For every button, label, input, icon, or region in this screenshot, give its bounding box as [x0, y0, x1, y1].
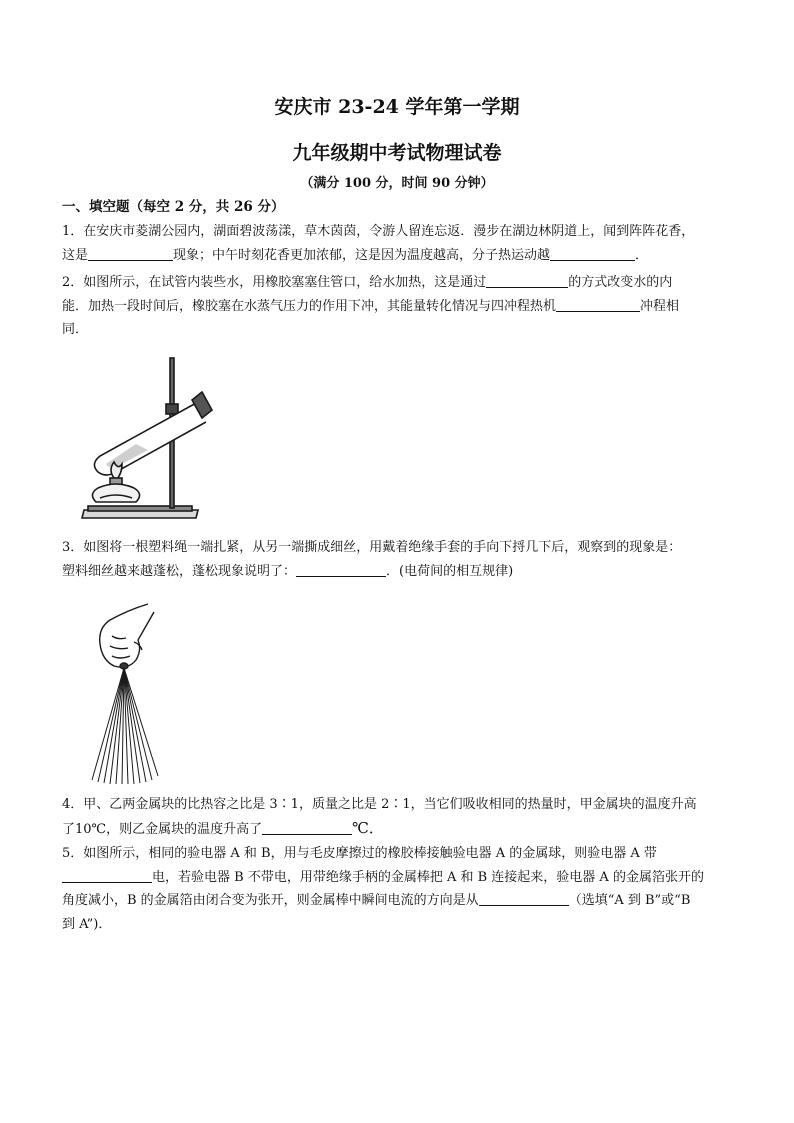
q1-blank-1[interactable] [88, 246, 173, 261]
q2-line-2: 能．加热一段时间后，橡胶塞在水蒸气压力的作用下冲，其能量转化情况与四冲程热机 冲程相 [62, 298, 680, 314]
question-3 [62, 536, 742, 583]
q4-line-2: 了10℃，则乙金属块的温度升高了 ℃． [62, 818, 384, 837]
q1-line-2: 这是 现象；中午时刻花香更加浓郁，这是因为温度越高，分子热运动越 ． [62, 247, 649, 263]
q3-blank-1[interactable] [296, 562, 386, 577]
q5-line-2: 电，若验电器 B 不带电，用带绝缘手柄的金属棒把 A 和 B 连接起来，验电器 A 的金属箔张开的 [62, 866, 742, 890]
section-heading-fill-in: 一、填空题（每空 2 分，共 26 分） [62, 199, 285, 215]
question-5 [62, 842, 742, 936]
q5-line-4: 到 A”)． [62, 916, 112, 932]
q5-line-3: 角度减小，B 的金属箔由闭合变为张开，则金属棒中瞬间电流的方向是从 （选填“A 到 B”或“B [62, 893, 691, 908]
title-line-2: 九年级期中考试物理试卷 [292, 142, 502, 164]
q4-line-1: 4．甲、乙两金属块的比热容之比是 3∶1，质量之比是 2∶1，当它们吸收相同的热量时，甲金属块的温度升高 [62, 797, 697, 812]
q2-line-3: 同． [62, 322, 89, 337]
hand-plastic-strings-figure [88, 600, 168, 784]
q3-line-1: 3．如图将一根塑料绳一端扎紧，从另一端撕成细丝，用戴着绝缘手套的手向下捋几下后，观察到的现象是： [62, 540, 682, 555]
q3-line-2: 塑料细丝越来越蓬松，蓬松现象说明了： ．(电荷间的相互规律) [62, 563, 514, 579]
q5-blank-2[interactable] [479, 891, 569, 906]
q2-blank-2[interactable] [556, 297, 640, 312]
q4-blank-1[interactable] [262, 820, 352, 835]
q1-line-1: 1．在安庆市菱湖公园内，湖面碧波荡漾，草木茵茵，令游人留连忘返．漫步在湖边林阴道上，闻到阵阵花香， [62, 224, 695, 239]
q5-blank-1[interactable] [62, 868, 152, 883]
question-2 [62, 271, 742, 342]
subtitle: （满分 100 分，时间 90 分钟） [300, 176, 494, 191]
q1-blank-2[interactable] [550, 246, 635, 261]
test-tube-apparatus-figure [78, 352, 218, 524]
title-line-1: 安庆市 23-24 学年第一学期 [274, 96, 520, 118]
q2-line-1: 2．如图所示，在试管内装些水，用橡胶塞塞住管口，给水加热，这是通过 的方式改变水的内 [62, 275, 673, 290]
question-1 [62, 220, 742, 267]
q2-blank-1[interactable] [486, 273, 568, 288]
question-4 [62, 793, 742, 841]
q5-line-1: 5．如图所示，相同的验电器 A 和 B，用与毛皮摩擦过的橡胶棒接触验电器 A 的金属球，则验电器 A 带 [62, 846, 657, 861]
